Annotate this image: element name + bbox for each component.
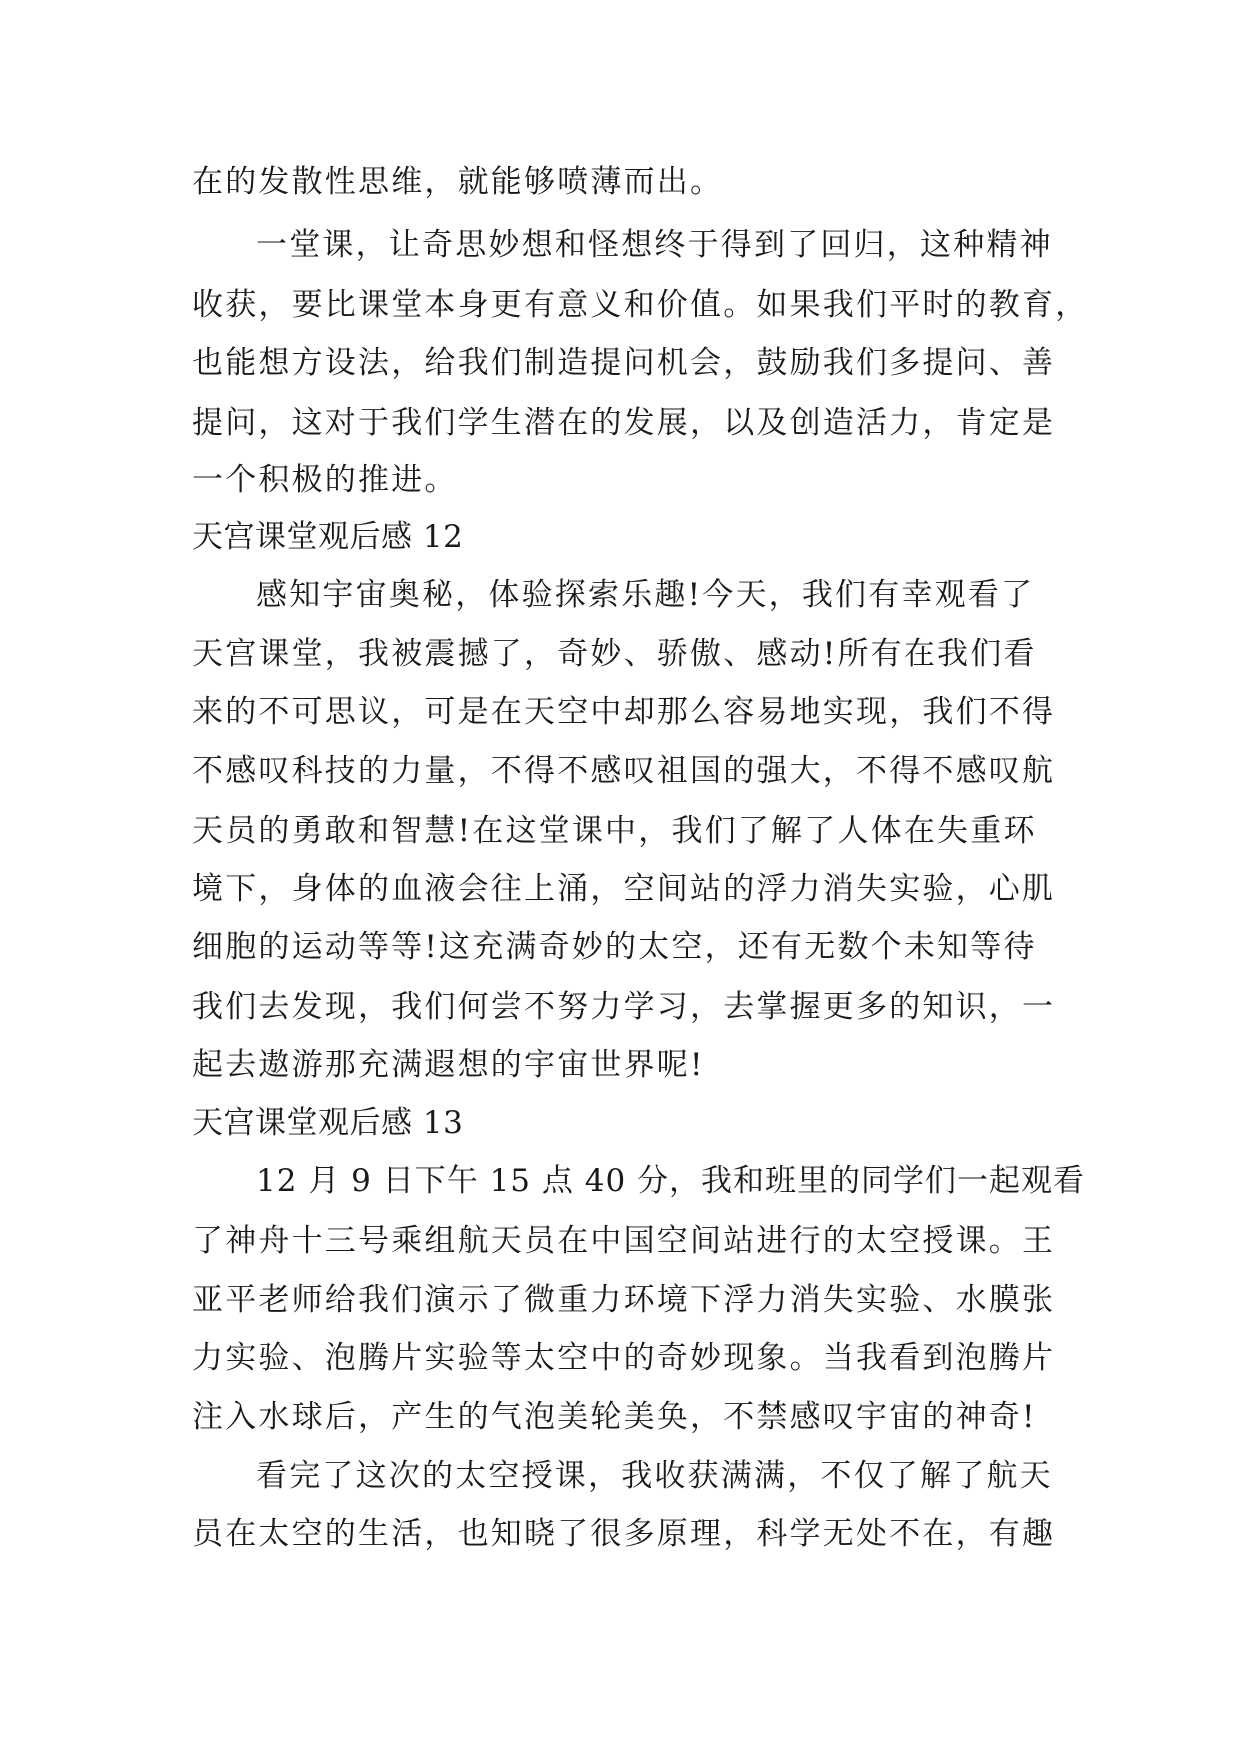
text-line: 也能想方设法，给我们制造提问机会，鼓励我们多提问、善 bbox=[192, 345, 1056, 381]
text-line: 来的不可思议，可是在天空中却那么容易地实现，我们不得 bbox=[192, 694, 1056, 730]
section-heading: 天宫课堂观后感 12 bbox=[192, 519, 464, 555]
text-line: 天宫课堂，我被震撼了，奇妙、骄傲、感动!所有在我们看 bbox=[192, 636, 1037, 672]
text-line: 亚平老师给我们演示了微重力环境下浮力消失实验、水膜张 bbox=[192, 1282, 1056, 1318]
paragraph-first-line: 看完了这次的太空授课，我收获满满，不仅了解了航天 bbox=[256, 1458, 1053, 1494]
text-line: 在的发散性思维，就能够喷薄而出。 bbox=[192, 164, 724, 200]
text-line: 一个积极的推进。 bbox=[192, 462, 458, 498]
text-line: 我们去发现，我们何尝不努力学习，去掌握更多的知识，一 bbox=[192, 989, 1056, 1025]
text-line: 天员的勇敢和智慧!在这堂课中，我们了解了人体在失重环 bbox=[192, 813, 1037, 849]
text-line: 不感叹科技的力量，不得不感叹祖国的强大，不得不感叹航 bbox=[192, 753, 1056, 789]
section-heading: 天宫课堂观后感 13 bbox=[192, 1105, 464, 1141]
text-line: 境下，身体的血液会往上涌，空间站的浮力消失实验，心肌 bbox=[192, 871, 1056, 907]
text-line: 了神舟十三号乘组航天员在中国空间站进行的太空授课。王 bbox=[192, 1223, 1056, 1259]
paragraph-first-line: 感知宇宙奥秘，体验探索乐趣!今天，我们有幸观看了 bbox=[256, 577, 1035, 613]
paragraph-first-line: 12 月 9 日下午 15 点 40 分，我和班里的同学们一起观看 bbox=[256, 1163, 1086, 1199]
text-line: 员在太空的生活，也知晓了很多原理，科学无处不在，有趣 bbox=[192, 1516, 1056, 1552]
text-line: 细胞的运动等等!这充满奇妙的太空，还有无数个未知等待 bbox=[192, 929, 1037, 965]
text-line: 力实验、泡腾片实验等太空中的奇妙现象。当我看到泡腾片 bbox=[192, 1340, 1056, 1376]
paragraph-first-line: 一堂课，让奇思妙想和怪想终于得到了回归，这种精神 bbox=[256, 227, 1053, 263]
text-line: 收获，要比课堂本身更有意义和价值。如果我们平时的教育， bbox=[192, 287, 1089, 323]
text-line: 起去遨游那充满遐想的宇宙世界呢! bbox=[192, 1047, 705, 1083]
text-line: 注入水球后，产生的气泡美轮美奂，不禁感叹宇宙的神奇! bbox=[192, 1399, 1037, 1435]
text-line: 提问，这对于我们学生潜在的发展，以及创造活力，肯定是 bbox=[192, 405, 1056, 441]
